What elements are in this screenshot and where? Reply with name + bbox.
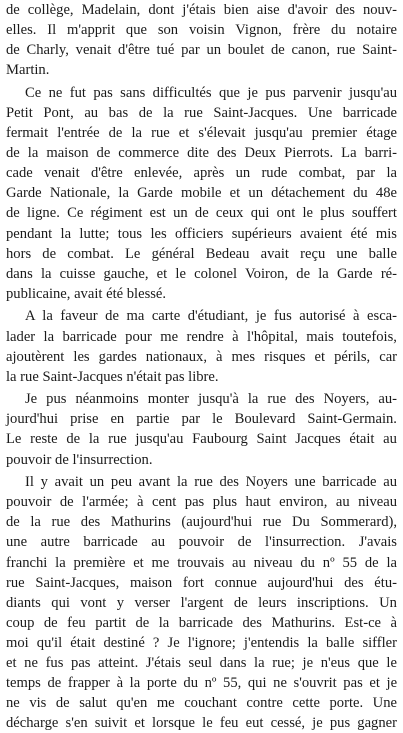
text-line: ne vis de salut qu'en me couchant contre cette porte. Une xyxy=(6,695,397,712)
paragraph-2 xyxy=(6,83,397,304)
text-line: rue Saint-Jacques, maison fort connue aujourd'hui des étu- xyxy=(6,574,397,591)
document-page xyxy=(6,0,398,732)
text-line: la rue Saint-Jacques n'était pas libre. xyxy=(6,368,219,385)
paragraph-1 xyxy=(6,0,397,80)
text-line: moi qu'il était destiné ? Je l'ignore; j'entendis la balle siffler xyxy=(6,634,398,651)
text-line: de la maison de commerce dite des Deux Pierrots. La barri- xyxy=(6,145,397,162)
text-line: Je pus néanmoins monter jusqu'à la rue des Noyers, au- xyxy=(25,391,398,408)
text-line: dans la cuisse gauche, et le colonel Voiron, de la Garde ré- xyxy=(6,265,398,282)
text-line: fermait l'entrée de la rue et s'élevait jusqu'au premier étage xyxy=(6,125,398,142)
text-line: publicaine, avait été blessé. xyxy=(6,285,167,302)
text-line: pendant la lutte; tous les officiers supérieurs avaient été mis xyxy=(6,225,397,242)
text-line: Il y avait un peu avant la rue des Noyers une barricade au xyxy=(25,474,397,491)
text-line: décharge s'en suivit et lorsque le feu eut cessé, je pus gagner xyxy=(6,715,397,732)
text-line: Le reste de la rue jusqu'au Faubourg Saint Jacques était au xyxy=(6,431,397,448)
text-line: Martin. xyxy=(6,62,50,79)
text-line: de collège, Madelain, dont j'étais bien aise d'avoir des nouv- xyxy=(6,2,397,18)
text-line: temps de frapper à la porte du nº 55, qui ne s'ouvrit pas et je xyxy=(6,675,398,692)
text-line: de la rue des Mathurins (aujourd'hui rue Du Sommerard), xyxy=(6,514,398,531)
paragraph-4 xyxy=(6,389,397,469)
text-line: et ne fus pas atteint. J'étais seul dans la rue; je n'eus que le xyxy=(6,655,397,671)
text-line: diants qui vont y verser l'argent de leurs inscriptions. Un xyxy=(6,594,397,611)
text-line: elles. Il m'apprit que son voisin Vignon, frère du notaire xyxy=(6,22,398,39)
text-line: Ce ne fut pas sans difficultés que je pus parvenir jusqu'au xyxy=(25,84,397,101)
paragraph-3 xyxy=(6,306,397,386)
text-line: pouvoir de l'insurrection. xyxy=(6,451,153,468)
text-line: Petit Pont, au bas de la rue Saint-Jacques. Une barricade xyxy=(6,104,398,121)
text-line: ajoutèrent les gardes nationaux, à mes risques et périls, car xyxy=(6,348,398,365)
text-line: A la faveur de ma carte d'étudiant, je fus autorisé à esca- xyxy=(25,308,398,325)
text-line: de ligne. Ce régiment est un de ceux qui ont le plus souffert xyxy=(6,205,397,222)
text-line: hors de combat. Le général Bedeau avait reçu une balle xyxy=(6,245,398,262)
text-line: Garde Nationale, la Garde mobile et un détachement du 48e xyxy=(6,185,397,202)
paragraph-5 xyxy=(6,472,397,733)
text-line: cade venait d'être enlevée, après un rude combat, par la xyxy=(6,165,397,182)
text-line: franchi la première et me trouvais au niveau du nº 55 de la xyxy=(6,554,398,571)
text-line: pouvoir de l'armée; à cent pas plus haut environ, au niveau xyxy=(6,494,398,511)
text-line: coup de feu partit de la barricade des Mathurins. Est-ce à xyxy=(6,614,397,631)
text-line: une autre barricade au pouvoir de l'insurrection. J'avais xyxy=(6,534,397,551)
text-line: jourd'hui prise en partie par le Boulevard Saint-Germain. xyxy=(6,411,397,428)
text-line: lader la barricade pour me rendre à l'hôpital, mais toutefois, xyxy=(6,328,397,345)
text-line: de Charly, venait d'être tué par un boulet de canon, rue Saint- xyxy=(6,42,397,59)
